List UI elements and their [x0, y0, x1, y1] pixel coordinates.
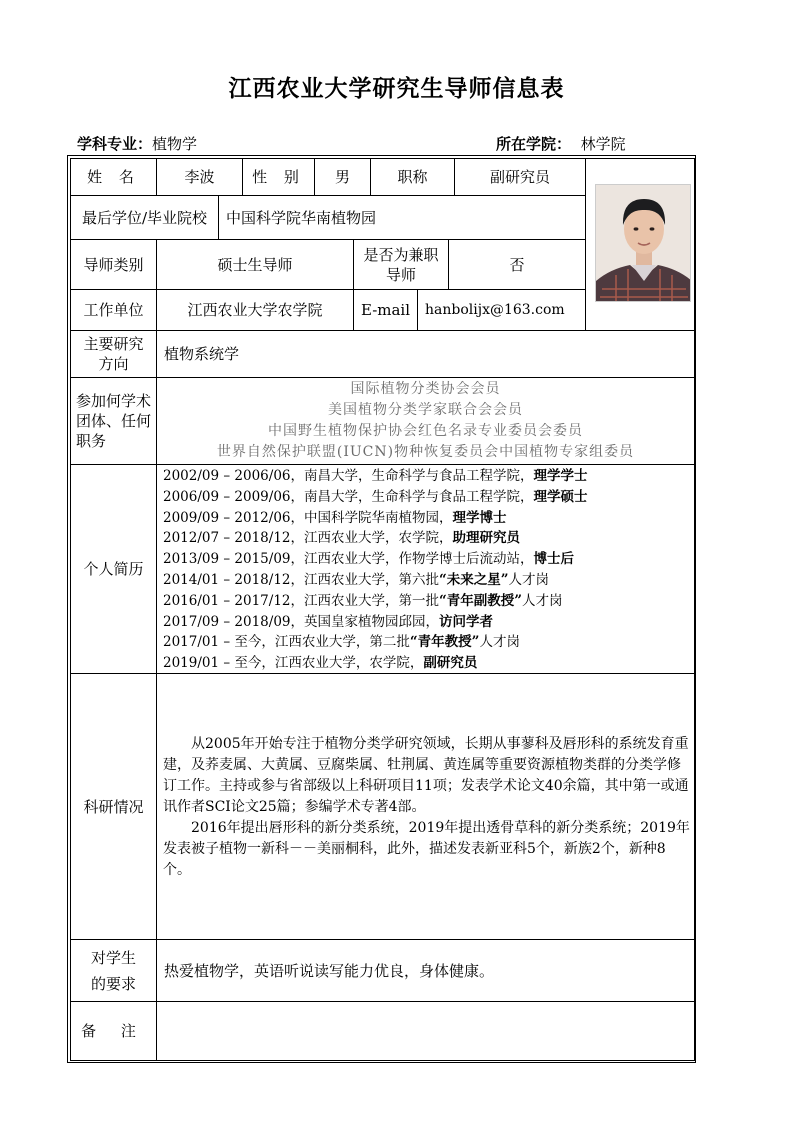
resume-entry: 2012/07 – 2018/12，江西农业大学，农学院，助理研究员: [163, 530, 520, 547]
research-direction-label: 主要研究方向: [70, 330, 157, 378]
resume-entry: 2014/01 – 2018/12，江西农业大学，第六批“未来之星”人才岗: [163, 571, 550, 588]
resume-entry: 2002/09 – 2006/06，南昌大学，生命科学与食品工程学院，理学学士: [163, 468, 588, 484]
research-paragraph: 从2005年开始专注于植物分类学研究领域，长期从事蓼科及唇形科的系统发育重建，及荞麦属、大黄属、豆腐柴属、牡荆属、黄连属等重要资源植物类群的分类学修订工作。主持或参与省部级以上科研项目11项；发表学术论文40余篇，其中第一或通讯作者SCI论文25篇；参编学术专著4部。: [163, 736, 689, 815]
supervisor-type-value: 硕士生导师: [156, 239, 354, 290]
gender-value: 男: [314, 158, 371, 196]
remarks-label: 备 注: [70, 1001, 157, 1061]
major-value: 植物学: [152, 135, 198, 153]
name-label: 姓 名: [70, 158, 157, 196]
email-label: E-mail: [353, 289, 418, 331]
research-direction-value: 植物系统学: [156, 330, 695, 378]
resume-entry: 2013/09 – 2015/09，江西农业大学，作物学博士后流动站，博士后: [163, 551, 574, 568]
resume-entry: 2017/01 – 至今，江西农业大学，第二批“青年教授”人才岗: [163, 634, 520, 651]
society-item: 国际植物分类协会会员: [350, 381, 501, 397]
degree-label: 最后学位/毕业院校: [70, 195, 219, 240]
resume-entry: 2006/09 – 2009/06，南昌大学，生命科学与食品工程学院，理学硕士: [163, 488, 588, 505]
college-value: 林学院: [580, 135, 626, 153]
major-field: [77, 133, 197, 154]
resume-entry: 2009/09 – 2012/06，中国科学院华南植物园，理学博士: [163, 509, 507, 526]
name-value: 李波: [156, 158, 243, 196]
student-requirements-label: 对学生的要求: [70, 939, 157, 1002]
job-title-value: 副研究员: [454, 158, 586, 196]
resume-entry: 2016/01 – 2017/12，江西农业大学，第一批“青年副教授”人才岗: [163, 592, 563, 609]
document-title: 江西农业大学研究生导师信息表: [228, 75, 565, 102]
job-title-label: 职称: [370, 158, 455, 196]
society-item: 美国植物分类学家联合会会员: [328, 402, 523, 418]
society-item: 中国野生植物保护协会红色名录专业委员会委员: [268, 423, 583, 439]
society-item: 世界自然保护联盟(IUCN)物种恢复委员会中国植物专家组委员: [216, 444, 635, 460]
college-field: [496, 133, 626, 154]
major-label: 学科专业：: [77, 135, 153, 153]
academic-societies-list: [156, 377, 695, 465]
remarks-value: [156, 1001, 695, 1061]
part-time-value: 否: [448, 239, 586, 290]
supervisor-type-label: 导师类别: [70, 239, 157, 290]
portrait-image: [596, 185, 691, 302]
degree-value: 中国科学院华南植物园: [218, 195, 586, 240]
portrait-photo: [595, 184, 691, 302]
resume-label: 个人简历: [70, 464, 157, 674]
work-unit-value: 江西农业大学农学院: [156, 289, 354, 331]
gender-label: 性 别: [242, 158, 315, 196]
college-label: 所在学院：: [496, 135, 572, 153]
email-value: hanbolijx@163.com: [417, 289, 586, 331]
research-status-text: [163, 734, 690, 881]
research-paragraph: 2016年提出唇形科的新分类系统，2019年提出透骨草科的新分类系统；2019年发表被子植物一新科－－美丽桐科，此外，描述发表新亚科5个，新族2个，新种8个。: [163, 820, 690, 878]
part-time-label: 是否为兼职导师: [353, 239, 449, 290]
resume-list: [163, 466, 688, 674]
academic-societies-label: 参加何学术团体、任何职务: [70, 377, 157, 465]
student-requirements-value: 热爱植物学，英语听说读写能力优良，身体健康。: [156, 939, 695, 1002]
research-status-label: 科研情况: [70, 673, 157, 940]
resume-entry: 2019/01 – 至今，江西农业大学，农学院，副研究员: [163, 655, 478, 672]
work-unit-label: 工作单位: [70, 289, 157, 331]
resume-entry: 2017/09 – 2018/09，英国皇家植物园邱园，访问学者: [163, 613, 493, 630]
